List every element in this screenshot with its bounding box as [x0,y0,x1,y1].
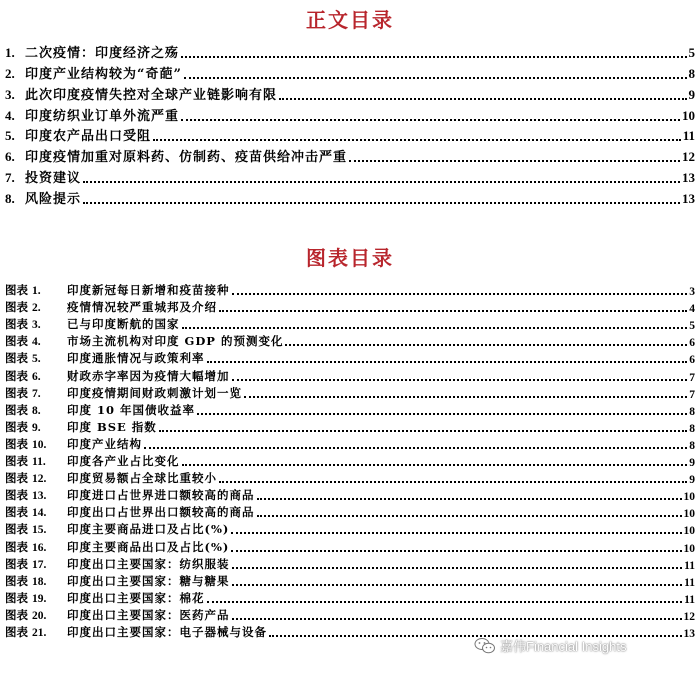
dot-leader [153,139,681,141]
figure-entry[interactable] [0,315,700,332]
toc-entry-number: 2. [5,65,15,81]
figure-entry-page: 10 [683,542,695,555]
figure-label: 图表 [5,556,28,571]
dot-leader [159,430,687,432]
dot-leader [285,344,687,346]
figure-entry-page: 13 [683,627,695,640]
figure-entry-title: 印度出口主要国家：医药产品 [67,607,230,622]
figure-entry-number [5,453,67,469]
figure-entry-page: 11 [684,559,695,572]
figure-entry-title: 财政赤字率因为疫情大幅增加 [67,368,230,383]
figure-label: 图表 [5,283,28,298]
dot-leader [349,160,680,162]
figure-label: 图表 [5,522,28,537]
figure-number: 4. [32,336,41,349]
figure-entry[interactable] [0,572,700,589]
toc-entry-page: 8 [688,65,695,81]
figure-label: 图表 [5,351,28,366]
dot-leader [257,498,682,500]
figure-entry-page: 6 [689,354,695,367]
dot-leader [232,584,683,586]
dot-leader [182,327,688,329]
dot-leader [83,181,680,183]
dot-leader [182,464,688,466]
toc-entry-page: 13 [682,170,695,186]
watermark [474,636,626,655]
toc-entry-title: 印度纺织业订单外流严重 [25,108,180,124]
figure-label: 图表 [5,607,28,622]
dot-leader [181,119,680,121]
figure-entry[interactable] [0,452,700,469]
figure-entry-title: 印度出口主要国家：电子器械与设备 [67,624,267,639]
toc-entry-number: 1. [5,44,15,60]
figure-entry-page: 8 [689,439,695,452]
figure-number: 1. [32,285,41,298]
watermark-text: 嘉伟Financial Insights [500,639,627,654]
dot-leader [197,413,687,415]
figure-entry[interactable] [0,332,700,349]
toc-entry-number: 3. [5,86,15,102]
figure-entry-number [5,504,67,520]
figure-number: 20. [32,609,47,622]
figure-entry-page: 10 [683,508,695,521]
dot-leader [232,618,682,620]
figure-label: 图表 [5,624,28,639]
figure-entry-number [5,470,67,486]
figure-entry-page: 8 [689,405,695,418]
dot-leader [144,447,687,449]
figure-entry-title: 印度各产业占比变化 [67,454,180,469]
figure-label: 图表 [5,454,28,469]
figure-number: 21. [32,626,47,639]
toc-entry-page: 12 [682,149,695,165]
figure-number: 5. [32,353,41,366]
figure-label: 图表 [5,436,28,451]
figure-number: 12. [32,473,47,486]
toc-entry-title: 印度农产品出口受阻 [25,129,152,145]
figure-label: 图表 [5,539,28,554]
toc-entry-number: 6. [5,149,15,165]
figure-entry-number [5,436,67,452]
figure-entry-number [5,607,67,623]
dot-leader [232,379,688,381]
figure-entry-page: 4 [689,303,695,316]
figure-entry-page: 7 [689,388,695,401]
figure-number: 2. [32,302,41,315]
figure-entry[interactable] [0,469,700,486]
toc-entry-number: 5. [5,128,15,144]
figure-entry-title: 印度进口占世界进口额较高的商品 [67,488,255,503]
figure-entry-title: 印度通胀情况与政策利率 [67,351,205,366]
figure-entry[interactable] [0,486,700,503]
figure-entry-page: 12 [683,610,695,623]
figure-label: 图表 [5,488,28,503]
figure-number: 9. [32,421,41,434]
figure-entry[interactable] [0,298,700,315]
toc-entry[interactable] [0,124,700,145]
figure-entry[interactable] [0,366,700,383]
figure-entry-number [5,299,67,315]
figure-entry-page: 5 [689,320,695,333]
figure-entry[interactable] [0,435,700,452]
figure-entry-title: 印度出口主要国家：糖与糖果 [67,573,230,588]
figure-entry-page: 9 [689,457,695,470]
toc-entry-number: 8. [5,191,15,207]
figure-label: 图表 [5,505,28,520]
figure-entry-title: 印度出口占世界出口额较高的商品 [67,505,255,520]
figure-entry-title: 疫情情况较严重城邦及介绍 [67,300,217,315]
figure-number: 18. [32,575,47,588]
figure-number: 6. [32,370,41,383]
figure-entry-number [5,402,67,418]
figure-label: 图表 [5,385,28,400]
figure-number: 16. [32,541,47,554]
figure-entry-title: 印度主要商品出口及占比(%) [67,539,230,554]
figure-entry-page: 8 [689,422,695,435]
figure-entry[interactable] [0,537,700,554]
dot-leader [184,77,687,79]
toc-entry-title: 风险提示 [25,192,82,208]
toc-entry[interactable] [0,165,700,186]
figure-entry-number [5,539,67,555]
figure-label: 图表 [5,573,28,588]
figure-toc-heading: 图表目录 [306,246,394,270]
figure-entry[interactable] [0,384,700,401]
toc-entry-page: 10 [682,107,695,123]
figure-entry-number [5,385,67,401]
toc-entry-title: 印度产业结构较为“奇葩” [25,66,182,82]
figure-label: 图表 [5,368,28,383]
figure-label: 图表 [5,419,28,434]
figure-entry-page: 7 [689,371,695,384]
dot-leader [219,481,687,483]
figure-entry-title: 印度新冠每日新增和疫苗接种 [67,283,230,298]
dot-leader [279,98,686,100]
figure-label: 图表 [5,590,28,605]
figure-label: 图表 [5,317,28,332]
dot-leader [232,293,688,295]
figure-entry-page: 3 [689,286,695,299]
figure-number: 17. [32,558,47,571]
figure-entry[interactable] [0,606,700,623]
figure-entry-page: 11 [684,576,695,589]
figure-entry-number [5,556,67,572]
dot-leader [207,361,688,363]
figure-entry-number [5,624,67,640]
figure-entry-page: 10 [683,491,695,504]
figure-entry[interactable] [0,349,700,366]
figure-number: 14. [32,507,47,520]
figure-entry-title: 印度产业结构 [67,436,142,451]
main-toc-list [0,40,700,207]
dot-leader [181,56,686,58]
toc-entry[interactable] [0,40,700,61]
toc-entry[interactable] [0,82,700,103]
figure-entry[interactable] [0,281,700,298]
figure-entry-number [5,487,67,503]
figure-number: 7. [32,387,41,400]
figure-entry-page: 10 [683,525,695,538]
figure-entry-number [5,316,67,332]
figure-entry-title: 印度主要商品进口及占比(%) [67,522,230,537]
figure-entry-title: 印度出口主要国家：棉花 [67,590,205,605]
figure-entry-page: 9 [689,474,695,487]
figure-entry-number [5,282,67,298]
toc-entry[interactable] [0,61,700,82]
figure-entry-title: 印度出口主要国家：纺织服装 [67,556,230,571]
figure-entry-title: 印度疫情期间财政刺激计划一览 [67,385,242,400]
toc-entry-title: 印度疫情加重对原料药、仿制药、疫苗供给冲击严重 [25,150,348,166]
figure-label: 图表 [5,300,28,315]
dot-leader [231,550,681,552]
toc-entry-number: 7. [5,170,15,186]
dot-leader [83,202,680,204]
figure-entry-number [5,573,67,589]
toc-entry-page: 5 [688,44,695,60]
toc-entry[interactable] [0,144,700,165]
toc-entry[interactable] [0,103,700,124]
dot-leader [231,532,681,534]
figure-entry-number [5,350,67,366]
figure-entry-title: 已与印度断航的国家 [67,317,180,332]
toc-entry-page: 11 [682,128,695,144]
dot-leader [257,515,682,517]
figure-number: 15. [32,524,47,537]
figure-number: 10. [32,438,47,451]
figure-number: 13. [32,490,47,503]
figure-label: 图表 [5,471,28,486]
figure-number: 19. [32,592,47,605]
figure-toc-list [0,281,700,640]
toc-entry-title: 投资建议 [25,171,82,187]
main-toc-heading: 正文目录 [306,8,394,32]
figure-entry[interactable] [0,503,700,520]
figure-entry-number [5,521,67,537]
dot-leader [232,567,683,569]
figure-entry-title: 印度贸易额占全球比重较小 [67,471,217,486]
figure-entry-number [5,368,67,384]
figure-entry-number [5,333,67,349]
toc-entry-title: 此次印度疫情失控对全球产业链影响有限 [25,87,278,103]
figure-entry-title: 市场主流机构对印度 GDP 的预测变化 [67,334,284,349]
figure-entry[interactable] [0,555,700,572]
figure-entry-title: 印度 BSE 指数 [67,419,157,434]
toc-entry[interactable] [0,186,700,207]
figure-label: 图表 [5,402,28,417]
figure-entry-number [5,590,67,606]
figure-number: 8. [32,404,41,417]
figure-number: 3. [32,319,41,332]
figure-entry-page: 6 [689,337,695,350]
figure-entry-title: 印度 10 年国债收益率 [67,402,196,417]
toc-entry-title: 二次疫情：印度经济之殇 [25,45,180,61]
dot-leader [244,396,687,398]
toc-entry-page: 13 [682,191,695,207]
dot-leader [207,601,683,603]
toc-entry-number: 4. [5,107,15,123]
wechat-icon [474,637,496,655]
figure-label: 图表 [5,334,28,349]
toc-entry-page: 9 [688,86,695,102]
figure-entry-page: 11 [684,593,695,606]
figure-entry[interactable] [0,418,700,435]
dot-leader [219,310,687,312]
figure-number: 11. [32,456,46,469]
figure-entry[interactable] [0,401,700,418]
figure-entry[interactable] [0,520,700,537]
figure-entry[interactable] [0,589,700,606]
figure-entry-number [5,419,67,435]
